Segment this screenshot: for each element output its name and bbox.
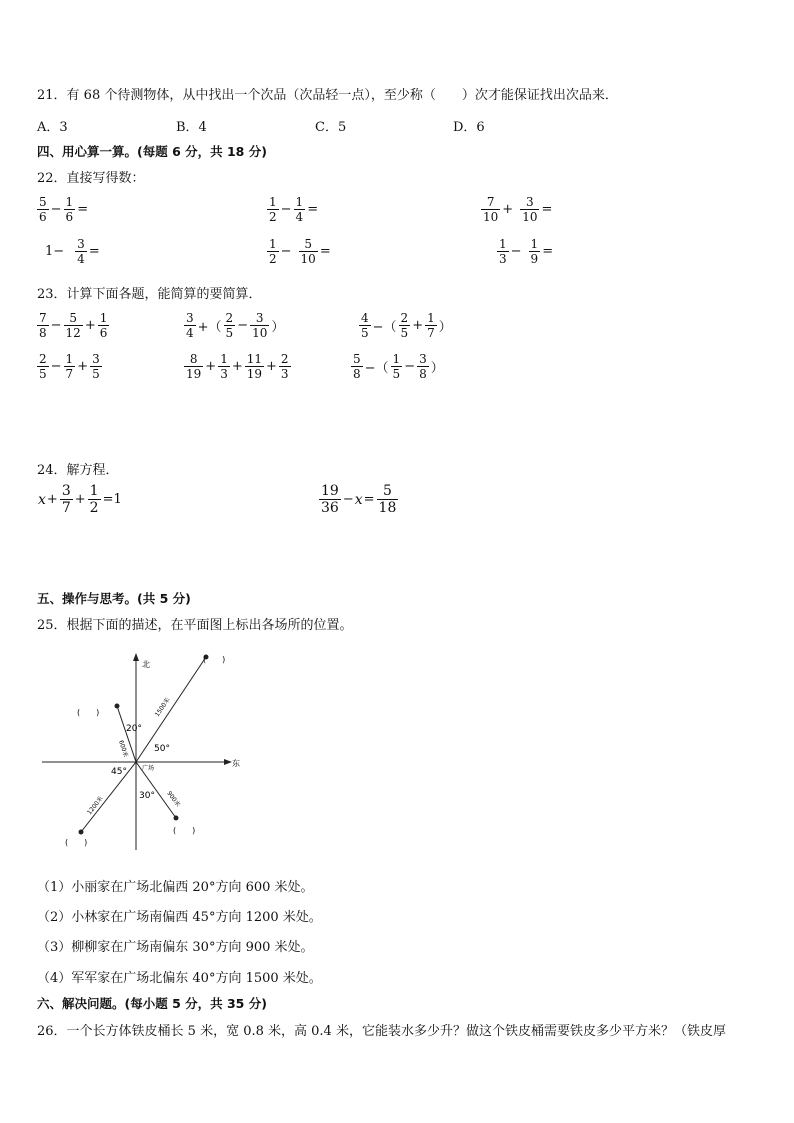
q24-equation-2: $\frac{19}{36}$ − x = $\frac{5}{18}$ xyxy=(321,483,397,516)
question-22-title: 22．直接写得数： xyxy=(37,171,145,186)
blank-xiaolin: ( ) xyxy=(65,838,88,847)
section-5-title: 五、操作与思考。(共 5 分) xyxy=(37,591,191,606)
q23-r2a: $\frac{2}{5}$ − $\frac{1}{7}$ + $\frac{3}{5}$ xyxy=(39,352,100,381)
north-arrowhead xyxy=(133,653,139,661)
direction-diagram xyxy=(40,645,250,855)
angle-45: 45° xyxy=(111,767,127,777)
question-25-title: 25．根据下面的描述，在平面图上标出各场所的位置。 xyxy=(37,618,353,633)
blank-junjun: ( ) xyxy=(203,655,226,664)
east-label: 东 xyxy=(232,759,240,768)
north-label: 北 xyxy=(142,660,150,669)
center-label: 广场 xyxy=(142,765,155,772)
q23-r2b: $\frac{8}{19}$ + $\frac{1}{3}$ + $\frac{11}{19}$ + $\frac{2}{3}$ xyxy=(186,352,289,381)
point-liuliu xyxy=(174,816,179,821)
option-d: D．6 xyxy=(453,120,485,135)
q23-r1a: $\frac{7}{8}$ − $\frac{5}{12}$ + $\frac{1}{6}$ xyxy=(39,311,108,340)
q22-item-3: $\frac{7}{10}$ + $\frac{3}{10}$ = xyxy=(483,195,553,224)
question-24-title: 24．解方程． xyxy=(37,463,119,478)
angle-30: 30° xyxy=(139,791,155,801)
distance-600: 600米 xyxy=(117,739,130,759)
question-21: 21．有 68 个待测物体，从中找出一个次品（次品轻一点），至少称（ ）次才能保证找出次品来． xyxy=(37,88,618,103)
angle-50: 50° xyxy=(154,744,170,754)
distance-1500: 1500米 xyxy=(153,696,172,719)
q25-item-4: （4）军军家在广场北偏东 40°方向 1500 米处。 xyxy=(37,971,322,986)
q22-item-5: $\frac{1}{2}$ − $\frac{5}{10}$ = xyxy=(269,237,331,266)
q24-equation-1: x + $\frac{3}{7}$ + $\frac{1}{2}$ =1 xyxy=(38,483,122,516)
ray-south-west xyxy=(81,762,136,832)
section-4-title: 四、用心算一算。(每题 6 分，共 18 分) xyxy=(37,144,267,159)
q23-r1b: $\frac{3}{4}$ +（ $\frac{2}{5}$ − $\frac{3}{10}$ ） xyxy=(186,311,285,340)
q22-item-6: $\frac{1}{3}$ − $\frac{1}{9}$ = xyxy=(499,237,554,266)
q25-item-2: （2）小林家在广场南偏西 45°方向 1200 米处。 xyxy=(37,910,322,925)
point-xiaoli xyxy=(115,704,120,709)
q23-r1c: $\frac{4}{5}$ −（ $\frac{2}{5}$ + $\frac{1}{7}$ ） xyxy=(361,311,452,340)
distance-1200: 1200米 xyxy=(86,795,105,817)
east-arrowhead xyxy=(224,759,232,765)
q22-item-2: $\frac{1}{2}$ − $\frac{1}{4}$ = xyxy=(269,195,319,224)
section-6-title: 六、解决问题。(每小题 5 分，共 35 分) xyxy=(37,996,267,1011)
question-23-title: 23．计算下面各题，能简算的要简算． xyxy=(37,287,262,302)
blank-xiaoli: ( ) xyxy=(77,708,100,717)
q23-r2c: $\frac{5}{8}$ −（ $\frac{1}{5}$ − $\frac{3}{8}$ ） xyxy=(353,352,444,381)
q25-item-3: （3）柳柳家在广场南偏东 30°方向 900 米处。 xyxy=(37,940,314,955)
blank-liuliu: ( ) xyxy=(173,826,196,835)
option-a: A．3 xyxy=(37,120,68,135)
q22-item-1: $\frac{5}{6}$ − $\frac{1}{6}$ = xyxy=(39,195,89,224)
q22-item-4: 1− $\frac{3}{4}$ = xyxy=(45,237,100,266)
point-xiaolin xyxy=(79,830,84,835)
angle-20: 20° xyxy=(126,724,142,734)
option-b: B．4 xyxy=(176,120,207,135)
ray-north-east xyxy=(136,657,206,762)
q25-item-1: （1）小丽家在广场北偏西 20°方向 600 米处。 xyxy=(37,880,314,895)
question-26: 26．一个长方体铁皮桶长 5 米，宽 0.8 米，高 0.4 米，它能装水多少升？做这个铁皮桶需要铁皮多少平方米？（铁皮厚 xyxy=(37,1024,726,1039)
distance-900: 900米 xyxy=(165,790,182,809)
option-c: C．5 xyxy=(315,120,347,135)
